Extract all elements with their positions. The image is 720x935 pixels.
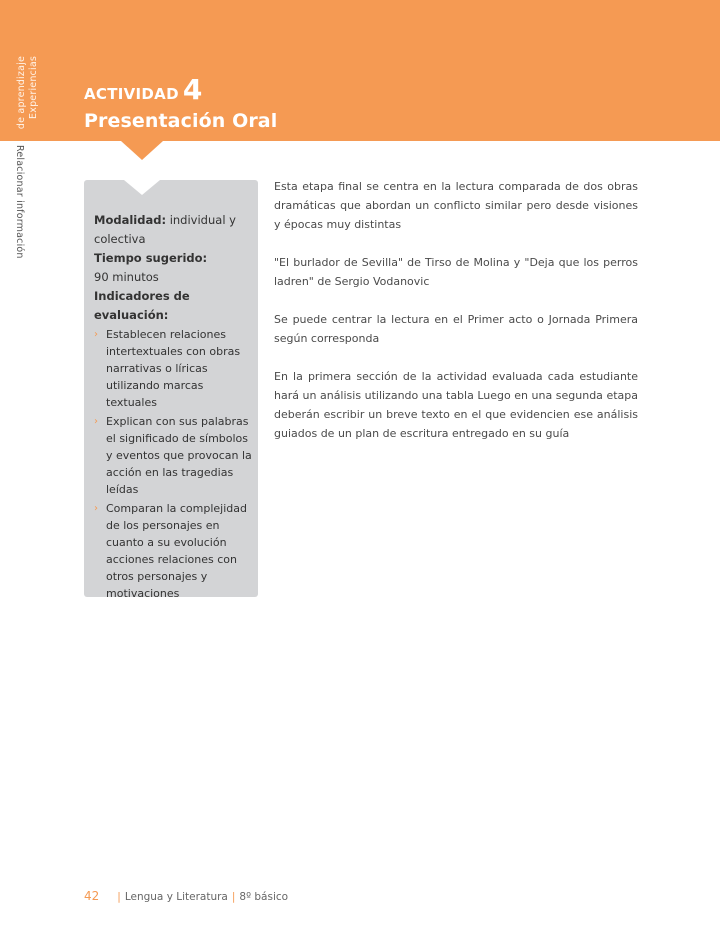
paragraph: Se puede centrar la lectura en el Primer acto o Jornada Primera según corresponda	[274, 313, 638, 345]
modalidad	[94, 211, 252, 249]
separator: |	[231, 891, 236, 903]
indicator-item	[94, 326, 252, 411]
modalidad-label: Modalidad:	[94, 213, 167, 227]
bullet-icon: ›	[94, 416, 98, 427]
info-box-notch	[124, 180, 160, 195]
grade: 8º básico	[239, 891, 289, 903]
section-side-label	[14, 56, 44, 130]
activity-number: 4	[182, 73, 203, 106]
subsection-side-label: Relacionar información	[14, 145, 25, 259]
indicator-text: Establecen relaciones intertextuales con obras narrativas o líricas utilizando marcas textuales	[106, 328, 241, 409]
side-label-line1: Experiencias	[28, 56, 39, 119]
activity-word: ACTIVIDAD	[84, 85, 179, 103]
bullet-icon: ›	[94, 329, 98, 340]
page-number: 42	[84, 889, 100, 903]
indicators-list	[94, 326, 252, 602]
side-label-line2: de aprendizaje	[16, 56, 27, 130]
separator: |	[117, 891, 121, 903]
indicator-text: Explican con sus palabras el significado de símbolos y eventos que provocan la acción en las tragedias leídas	[106, 415, 252, 496]
subject: Lengua y Literatura	[124, 891, 228, 903]
info-content	[94, 211, 252, 604]
header-notch	[121, 141, 163, 160]
indicator-item	[94, 413, 252, 498]
tiempo-label: Tiempo sugerido:	[94, 251, 208, 265]
activity-label	[84, 73, 203, 106]
paragraph: Esta etapa final se centra en la lectura comparada de dos obras dramáticas que abordan un conflicto similar pero desde visiones y épocas muy distintas	[274, 180, 638, 231]
main-text	[274, 177, 638, 462]
indicator-item	[94, 500, 252, 602]
tiempo-value: 90 minutos	[94, 270, 159, 284]
paragraph: En la primera sección de la actividad evaluada cada estudiante hará un análisis utilizando una tabla Luego en una segunda etapa deberán escribir un breve texto en el que evidencien ese análisis guiados de un plan de escritura entregado en su guía	[274, 370, 638, 440]
indicator-text: Comparan la complejidad de los personajes en cuanto a su evolución acciones relaciones con otros personajes y motivaciones	[106, 502, 247, 600]
bullet-icon: ›	[94, 503, 98, 514]
page-title: Presentación Oral	[84, 110, 278, 132]
modalidad-value: individual y colectiva	[94, 213, 236, 246]
footer	[84, 889, 288, 903]
indicadores-label: Indicadores de evaluación:	[94, 289, 190, 322]
paragraph: "El burlador de Sevilla" de Tirso de Molina y "Deja que los perros ladren" de Sergio Vodanovic	[274, 256, 638, 288]
